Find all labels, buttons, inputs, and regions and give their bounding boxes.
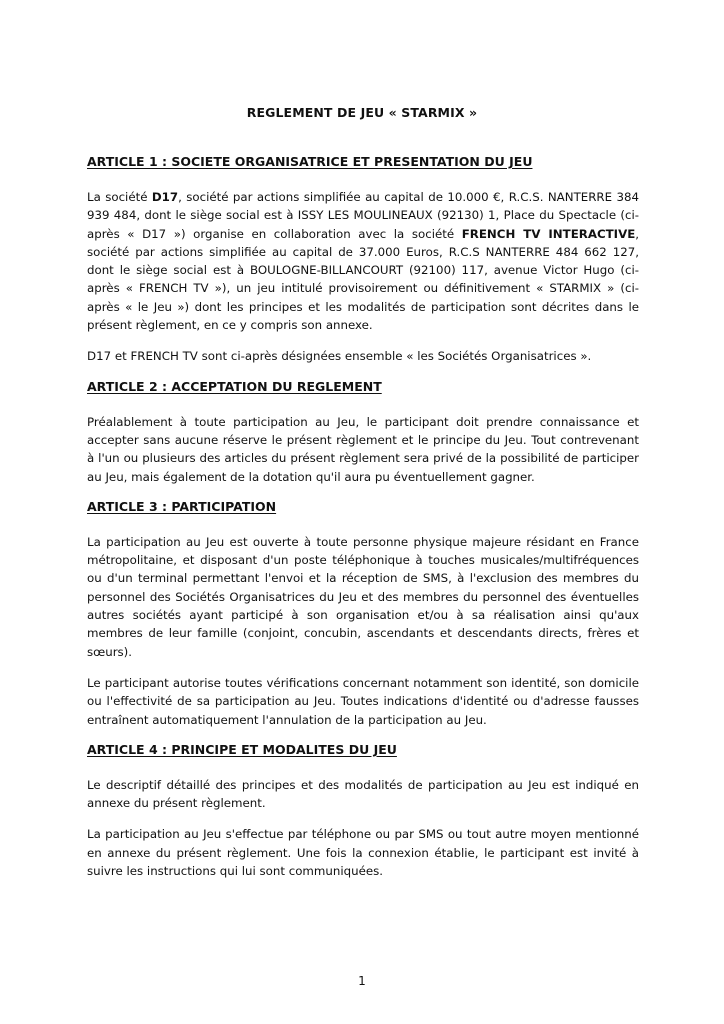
company-french-tv-interactive: FRENCH TV INTERACTIVE (461, 226, 636, 241)
article-3 (87, 499, 639, 729)
article-2-paragraph-1: Préalablement à toute participation au Jeu, le participant doit prendre connaissance et accepter sans aucune réserve le présent règlement et le principe du Jeu. Tout contrevenant à l'un ou plusieurs des articles du présent règlement sera privé de la possibilité de participer au Jeu, mais également de la dotation qu'il aura pu éventuellement gagner. (87, 414, 639, 484)
article-1-text: , société par actions simplifiée au capital de 37.000 Euros, R.C.S NANTERRE 484 662 127, dont le siège social est à BOULOGNE-BILLANCOURT (92100) 117, avenue Victor Hugo (ci-après « FRENCH TV »), un jeu intitulé provisoirement ou définitivement « STARMIX » (ci-après « le Jeu ») dont les principes et les modalités de participation sont décrites dans le présent règlement, en ce y compris son annexe. (87, 226, 640, 333)
article-2 (87, 379, 639, 486)
document-title: REGLEMENT DE JEU « STARMIX » (246, 105, 478, 120)
article-4-paragraph-1: Le descriptif détaillé des principes et des modalités de participation au Jeu est indiqué en annexe du présent règlement. (87, 777, 639, 811)
article-1-text: La société (87, 190, 152, 204)
article-2-heading: ARTICLE 2 : ACCEPTATION DU REGLEMENT (87, 378, 382, 394)
article-4-paragraph-2: La participation au Jeu s'effectue par téléphone ou par SMS ou tout autre moyen mentionné en annexe du présent règlement. Une fois la connexion établie, le participant est invité à suivre les instructions qui lui sont communiquées. (87, 827, 639, 879)
article-1-heading: ARTICLE 1 : SOCIETE ORGANISATRICE ET PRESENTATION DU JEU (87, 154, 533, 169)
article-1-paragraph-2: D17 et FRENCH TV sont ci-après désignées ensemble « les Sociétés Organisatrices ». (87, 349, 592, 364)
page-number: 1 (358, 974, 366, 988)
article-1-paragraph-1 (87, 188, 639, 334)
article-1 (87, 154, 639, 366)
article-4-heading: ARTICLE 4 : PRINCIPE ET MODALITES DU JEU (87, 741, 397, 757)
document-body (87, 154, 639, 893)
article-4 (87, 742, 639, 880)
company-d17: D17 (151, 190, 179, 204)
article-3-paragraph-2: Le participant autorise toutes vérifications concernant notamment son identité, son domicile ou l'effectivité de sa participation au Jeu. Toutes indications d'identité ou d'adresse fausses entraînent automatiquement l'annulation de la participation au Jeu. (87, 675, 639, 727)
article-1-text: , société par actions simplifiée au capital de 10.000 €, R.C.S. NANTERRE 384 939 484, dont le siège social est à ISSY LES MOULINEAUX (92130) 1, Place du Spectacle (ci-après « D17 ») organise en collaboration avec la société (87, 190, 639, 241)
article-3-paragraph-1: La participation au Jeu est ouverte à toute personne physique majeure résidant en France métropolitaine, et disposant d'un poste téléphonique à touches musicales/multifréquences ou d'un terminal permettant l'envoi et la réception de SMS, à l'exclusion des membres du personnel des Sociétés Organisatrices du Jeu et des membres du personnel des éventuelles autres sociétés ayant participé à son organisation et/ou à sa réalisation ainsi qu'aux membres de leur famille (conjoint, concubin, ascendants et descendants directs, frères et sœurs). (87, 534, 639, 659)
article-3-heading: ARTICLE 3 : PARTICIPATION (87, 498, 277, 514)
